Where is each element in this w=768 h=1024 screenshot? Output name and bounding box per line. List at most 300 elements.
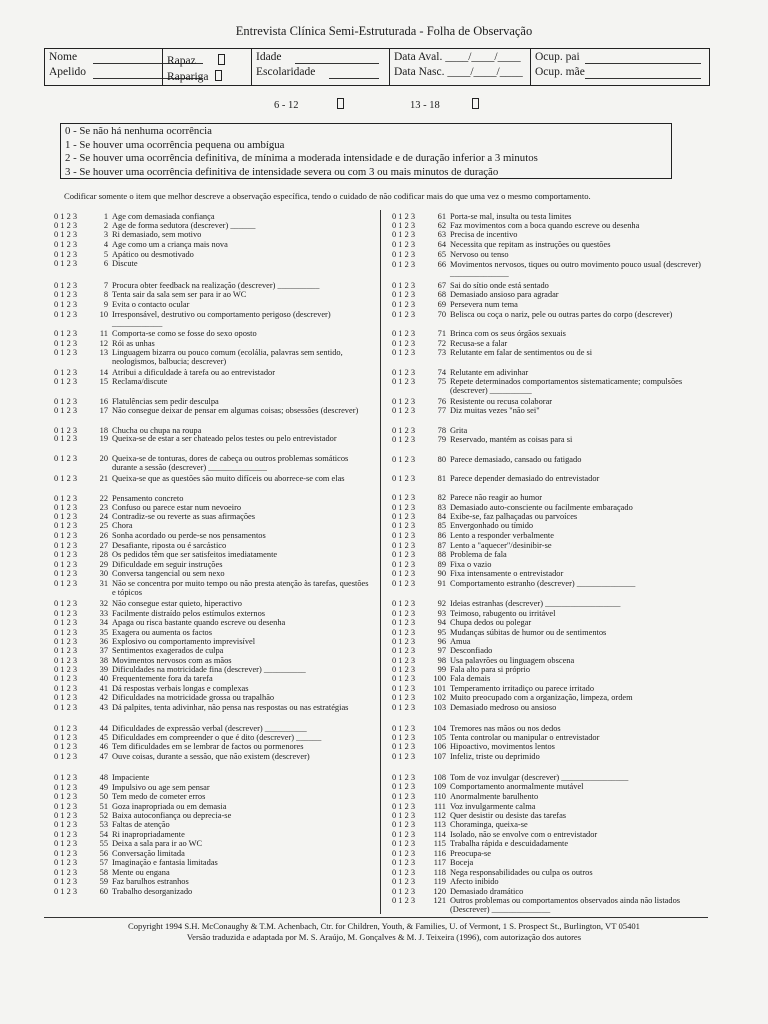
item-text: Faltas de atenção [112, 820, 170, 829]
score-options[interactable]: 0 1 2 3 [392, 752, 416, 761]
item-text: Necessita que repitam as instruções ou questões [450, 240, 611, 249]
score-options[interactable]: 0 1 2 3 [54, 221, 78, 230]
item-number: 6 [103, 259, 108, 268]
score-options[interactable]: 0 1 2 3 [392, 782, 416, 791]
score-options[interactable]: 0 1 2 3 [54, 250, 78, 259]
age-group-6-12[interactable]: 6 - 12 [274, 98, 344, 111]
item-number: 86 [437, 531, 446, 540]
item-text: Linguagem bizarra ou pouco comum (ecolália, palavras sem sentido, neologismos, balbucia; descrever) [112, 348, 343, 367]
item-text: Explosivo ou comportamento imprevisível [112, 637, 256, 646]
item-text: Discute [112, 259, 138, 268]
item-text: Conversa tangencial ou sem nexo [112, 569, 225, 578]
score-options[interactable]: 0 1 2 3 [54, 665, 78, 674]
item-number: 92 [437, 599, 446, 608]
item-number: 59 [99, 877, 108, 886]
score-options[interactable]: 0 1 2 3 [54, 300, 78, 309]
item-number: 98 [437, 656, 446, 665]
item-text: Amua [450, 637, 471, 646]
item-number: 63 [437, 230, 446, 239]
escolaridade-label: Escolaridade [256, 66, 316, 78]
item-number: 90 [437, 569, 446, 578]
item-number: 105 [433, 733, 446, 742]
item-number: 80 [437, 455, 446, 464]
score-options[interactable]: 0 1 2 3 [392, 503, 416, 512]
score-options[interactable]: 0 1 2 3 [392, 724, 416, 733]
score-options[interactable]: 0 1 2 3 [54, 858, 78, 867]
item-number: 101 [433, 684, 446, 693]
score-options[interactable]: 0 1 2 3 [54, 240, 78, 249]
score-options[interactable]: 0 1 2 3 [392, 684, 416, 693]
ocup-mae-field[interactable] [585, 67, 701, 79]
score-options[interactable]: 0 1 2 3 [54, 579, 78, 588]
item-number: 17 [99, 406, 108, 415]
score-options[interactable]: 0 1 2 3 [54, 329, 78, 338]
item-number: 62 [437, 221, 446, 230]
score-options[interactable]: 0 1 2 3 [392, 703, 416, 712]
score-options[interactable]: 0 1 2 3 [392, 802, 416, 811]
ocup-pai-label: Ocup. pai [535, 51, 580, 63]
score-options[interactable]: 0 1 2 3 [54, 259, 78, 268]
item-number: 76 [437, 397, 446, 406]
item-text: Ri inapropriadamente [112, 830, 185, 839]
age-group-13-18[interactable]: 13 - 18 [410, 98, 479, 111]
item-text: Brinca com os seus órgãos sexuais [450, 329, 566, 338]
item-number: 60 [99, 887, 108, 896]
item-text: Baixa autoconfiança ou deprecia-se [112, 811, 232, 820]
score-options[interactable]: 0 1 2 3 [392, 820, 416, 829]
score-options[interactable]: 0 1 2 3 [54, 406, 78, 415]
score-options[interactable]: 0 1 2 3 [54, 849, 78, 858]
score-options[interactable]: 0 1 2 3 [392, 397, 416, 406]
item-number: 57 [99, 858, 108, 867]
score-options[interactable]: 0 1 2 3 [392, 240, 416, 249]
item-number: 102 [433, 693, 446, 702]
score-options[interactable]: 0 1 2 3 [54, 531, 78, 540]
item-number: 15 [99, 377, 108, 386]
item-text: Mente ou engana [112, 868, 170, 877]
item-number: 21 [99, 474, 108, 483]
score-options[interactable]: 0 1 2 3 [392, 839, 416, 848]
score-options[interactable]: 0 1 2 3 [54, 339, 78, 348]
item-number: 96 [437, 637, 446, 646]
item-number: 53 [99, 820, 108, 829]
score-options[interactable]: 0 1 2 3 [54, 609, 78, 618]
item-text: Repete determinados comportamentos sistematicamente; compulsões (descrever) __________ [450, 377, 683, 396]
item-text: Flatulências sem pedir desculpa [112, 397, 219, 406]
item-text: Porta-se mal, insulta ou testa limites [450, 212, 572, 221]
rapariga-checkbox[interactable] [215, 70, 222, 81]
item-text: Mudanças súbitas de humor ou de sentimentos [450, 628, 607, 637]
item-text: Nervoso ou tenso [450, 250, 509, 259]
rapariga-option[interactable]: Rapariga [167, 70, 222, 83]
score-options[interactable]: 0 1 2 3 [54, 724, 78, 733]
score-options[interactable]: 0 1 2 3 [392, 628, 416, 637]
item-number: 87 [437, 541, 446, 550]
item-number: 107 [433, 752, 446, 761]
item-text: Queixa-se que as questões são muito difíceis ou aborrece-se com elas [112, 474, 345, 483]
item-number: 84 [437, 512, 446, 521]
score-options[interactable]: 0 1 2 3 [392, 560, 416, 569]
item-text: Fala demais [450, 674, 491, 683]
item-number: 120 [433, 887, 446, 896]
item-number: 19 [99, 434, 108, 443]
score-options[interactable]: 0 1 2 3 [392, 310, 416, 319]
scale-3: 3 - Se houver uma ocorrência definitiva de intensidade severa ou com 3 ou mais minutos de duração [65, 165, 499, 178]
ocup-mae-label: Ocup. mãe [535, 66, 585, 78]
item-text: Impaciente [112, 773, 150, 782]
score-options[interactable]: 0 1 2 3 [392, 493, 416, 502]
score-options[interactable]: 0 1 2 3 [392, 406, 416, 415]
item-number: 2 [103, 221, 108, 230]
score-options[interactable]: 0 1 2 3 [54, 792, 78, 801]
score-options[interactable]: 0 1 2 3 [392, 250, 416, 259]
item-text: Chupa dedos ou polegar [450, 618, 532, 627]
item-text: Parece demasiado, cansado ou fatigado [450, 455, 582, 464]
item-text: Hipoactivo, movimentos lentos [450, 742, 555, 751]
item-number: 44 [99, 724, 108, 733]
score-options[interactable]: 0 1 2 3 [54, 839, 78, 848]
divider [251, 49, 252, 85]
item-text: Precisa de incentivo [450, 230, 518, 239]
score-options[interactable]: 0 1 2 3 [392, 637, 416, 646]
item-text: Trabalho desorganizado [112, 887, 193, 896]
score-options[interactable]: 0 1 2 3 [392, 877, 416, 886]
item-text: Não se concentra por muito tempo ou não presta atenção às tarefas, questões e tópicos [112, 579, 369, 598]
score-options[interactable]: 0 1 2 3 [392, 435, 416, 444]
score-options[interactable]: 0 1 2 3 [54, 830, 78, 839]
item-number: 5 [103, 250, 108, 259]
score-options[interactable]: 0 1 2 3 [54, 618, 78, 627]
item-number: 51 [99, 802, 108, 811]
item-number: 29 [99, 560, 108, 569]
score-options[interactable]: 0 1 2 3 [54, 521, 78, 530]
item-text: Sonha acordado ou perde-se nos pensamentos [112, 531, 266, 540]
score-options[interactable]: 0 1 2 3 [54, 377, 78, 386]
score-options[interactable]: 0 1 2 3 [392, 541, 416, 550]
score-options[interactable]: 0 1 2 3 [392, 426, 416, 435]
item-text: Frequentemente fora da tarefa [112, 674, 213, 683]
item-number: 103 [433, 703, 446, 712]
score-options[interactable]: 0 1 2 3 [392, 290, 416, 299]
divider [530, 49, 531, 85]
item-number: 77 [437, 406, 446, 415]
item-number: 10 [99, 310, 108, 319]
item-number: 85 [437, 521, 446, 530]
item-number: 40 [99, 674, 108, 683]
score-options[interactable]: 0 1 2 3 [392, 339, 416, 348]
score-options[interactable]: 0 1 2 3 [54, 290, 78, 299]
item-number: 93 [437, 609, 446, 618]
score-options[interactable]: 0 1 2 3 [54, 454, 78, 463]
item-text: Grita [450, 426, 468, 435]
score-options[interactable]: 0 1 2 3 [392, 368, 416, 377]
score-options[interactable]: 0 1 2 3 [392, 221, 416, 230]
item-text: Desafiante, riposta ou é sarcástico [112, 541, 227, 550]
item-text: Tem medo de cometer erros [112, 792, 206, 801]
item-text: Os pedidos têm que ser satisfeitos imediatamente [112, 550, 278, 559]
score-options[interactable]: 0 1 2 3 [392, 665, 416, 674]
item-number: 41 [99, 684, 108, 693]
item-text: Quer desistir ou desiste das tarefas [450, 811, 567, 820]
item-number: 121 [433, 896, 446, 905]
item-text: Trabalha rápida e descuidadamente [450, 839, 569, 848]
score-options[interactable]: 0 1 2 3 [54, 494, 78, 503]
idade-field[interactable] [295, 52, 379, 64]
item-number: 100 [433, 674, 446, 683]
score-options[interactable]: 0 1 2 3 [392, 830, 416, 839]
score-options[interactable]: 0 1 2 3 [54, 693, 78, 702]
item-text: Diz muitas vezes "não sei" [450, 406, 540, 415]
score-options[interactable]: 0 1 2 3 [54, 512, 78, 521]
score-options[interactable]: 0 1 2 3 [54, 684, 78, 693]
item-number: 67 [437, 281, 446, 290]
item-number: 109 [433, 782, 446, 791]
item-text: Desconfiado [450, 646, 493, 655]
score-options[interactable]: 0 1 2 3 [392, 618, 416, 627]
scale-0: 0 - Se não há nenhuma ocorrência [65, 125, 212, 137]
item-number: 65 [437, 250, 446, 259]
rapaz-checkbox[interactable] [218, 54, 225, 65]
score-options[interactable]: 0 1 2 3 [54, 397, 78, 406]
score-options[interactable]: 0 1 2 3 [392, 230, 416, 239]
data-aval-field[interactable]: Data Aval. ____/____/____ [394, 51, 521, 63]
item-number: 36 [99, 637, 108, 646]
score-options[interactable]: 0 1 2 3 [54, 733, 78, 742]
item-text: Persevera num tema [450, 300, 518, 309]
score-options[interactable]: 0 1 2 3 [54, 569, 78, 578]
score-options[interactable]: 0 1 2 3 [392, 579, 416, 588]
score-options[interactable]: 0 1 2 3 [54, 877, 78, 886]
item-text: Fixa o vazio [450, 560, 492, 569]
idade-label: Idade [256, 51, 282, 63]
score-options[interactable]: 0 1 2 3 [392, 811, 416, 820]
item-text: Relutante em falar de sentimentos ou de si [450, 348, 593, 357]
score-options[interactable]: 0 1 2 3 [392, 646, 416, 655]
score-options[interactable]: 0 1 2 3 [54, 674, 78, 683]
item-number: 78 [437, 426, 446, 435]
score-options[interactable]: 0 1 2 3 [392, 531, 416, 540]
item-number: 118 [433, 868, 446, 877]
translation-credit: Versão traduzida e adaptada por M. S. Araújo, M. Gonçalves & M. J. Teixeira (1996), com autorização dos autores [186, 932, 582, 942]
item-number: 75 [437, 377, 446, 386]
score-options[interactable]: 0 1 2 3 [392, 858, 416, 867]
item-text: Ri demasiado, sem motivo [112, 230, 202, 239]
score-options[interactable]: 0 1 2 3 [54, 820, 78, 829]
score-options[interactable]: 0 1 2 3 [392, 733, 416, 742]
score-options[interactable]: 0 1 2 3 [392, 281, 416, 290]
item-text: Resistente ou recusa colaborar [450, 397, 553, 406]
data-nasc-field[interactable]: Data Nasc. ____/____/____ [394, 66, 523, 78]
escolaridade-field[interactable] [329, 67, 379, 79]
item-number: 117 [433, 858, 446, 867]
score-options[interactable]: 0 1 2 3 [54, 230, 78, 239]
item-text: Não consegue estar quieto, hiperactivo [112, 599, 242, 608]
item-text: Movimentos nervosos com as mãos [112, 656, 232, 665]
score-options[interactable]: 0 1 2 3 [54, 868, 78, 877]
item-number: 7 [103, 281, 108, 290]
item-number: 3 [103, 230, 108, 239]
item-number: 70 [437, 310, 446, 319]
score-options[interactable]: 0 1 2 3 [392, 742, 416, 751]
item-text: Irresponsável, destrutivo ou comportamento perigoso (descrever) ____________ [112, 310, 331, 329]
score-options[interactable]: 0 1 2 3 [392, 521, 416, 530]
item-text: Evita o contacto ocular [112, 300, 190, 309]
item-text: Pensamento concreto [112, 494, 184, 503]
score-options[interactable]: 0 1 2 3 [54, 656, 78, 665]
score-options[interactable]: 0 1 2 3 [54, 212, 78, 221]
item-text: Sentimentos exagerados de culpa [112, 646, 224, 655]
score-options[interactable]: 0 1 2 3 [54, 348, 78, 357]
score-options[interactable]: 0 1 2 3 [392, 656, 416, 665]
item-number: 73 [437, 348, 446, 357]
item-text: Teimoso, rabugento ou irritável [450, 609, 556, 618]
score-options[interactable]: 0 1 2 3 [392, 300, 416, 309]
item-number: 111 [434, 802, 446, 811]
divider [162, 49, 163, 85]
item-text: Problema de fala [450, 550, 507, 559]
item-number: 16 [99, 397, 108, 406]
item-text: Reservado, mantém as coisas para si [450, 435, 573, 444]
item-number: 46 [99, 742, 108, 751]
item-number: 1 [103, 212, 108, 221]
item-text: Imaginação e fantasia limitadas [112, 858, 218, 867]
score-options[interactable]: 0 1 2 3 [392, 773, 416, 782]
item-number: 22 [99, 494, 108, 503]
score-options[interactable]: 0 1 2 3 [54, 550, 78, 559]
score-options[interactable]: 0 1 2 3 [54, 281, 78, 290]
item-number: 23 [99, 503, 108, 512]
item-number: 74 [437, 368, 446, 377]
item-text: Comportamento anormalmente mutável [450, 782, 584, 791]
item-text: Parece depender demasiado do entrevistador [450, 474, 600, 483]
item-number: 81 [437, 474, 446, 483]
score-options[interactable]: 0 1 2 3 [392, 512, 416, 521]
score-options[interactable]: 0 1 2 3 [392, 599, 416, 608]
item-number: 45 [99, 733, 108, 742]
score-options[interactable]: 0 1 2 3 [392, 896, 416, 905]
item-text: Movimentos nervosos, tiques ou outro movimento pouco usual (descrever) ______________ [450, 260, 701, 279]
item-number: 32 [99, 599, 108, 608]
score-options[interactable]: 0 1 2 3 [54, 628, 78, 637]
item-text: Dá respostas verbais longas e complexas [112, 684, 249, 693]
score-options[interactable]: 0 1 2 3 [54, 637, 78, 646]
item-number: 114 [433, 830, 446, 839]
score-options[interactable]: 0 1 2 3 [54, 703, 78, 712]
copyright-line: Copyright 1994 S.H. McConaughy & T.M. Achenbach, Ctr. for Children, Youth, & Families, U. of Vermont, 1 S. Prospect St., Burlington, VT 05401 [128, 921, 640, 931]
score-options[interactable]: 0 1 2 3 [392, 674, 416, 683]
item-text: Lento a responder verbalmente [450, 531, 554, 540]
item-text: Dificuldade em seguir instruções [112, 560, 223, 569]
score-options[interactable]: 0 1 2 3 [392, 569, 416, 578]
item-number: 33 [99, 609, 108, 618]
item-text: Exibe-se, faz palhaçadas ou parvoíces [450, 512, 578, 521]
score-options[interactable]: 0 1 2 3 [392, 377, 416, 386]
item-number: 64 [437, 240, 446, 249]
item-number: 12 [99, 339, 108, 348]
item-text: Facilmente distraído pelos estímulos externos [112, 609, 266, 618]
score-options[interactable]: 0 1 2 3 [54, 434, 78, 443]
nome-label: Nome [49, 51, 78, 63]
item-number: 95 [437, 628, 446, 637]
item-number: 108 [433, 773, 446, 782]
item-text: Dificuldades em compreender o que é dito (descrever) ______ [112, 733, 322, 742]
item-number: 28 [99, 550, 108, 559]
ocup-pai-field[interactable] [585, 52, 701, 64]
score-options[interactable]: 0 1 2 3 [54, 599, 78, 608]
item-text: Contradiz-se ou reverte as suas afirmações [112, 512, 256, 521]
item-text: Boceja [450, 858, 474, 867]
score-options[interactable]: 0 1 2 3 [392, 550, 416, 559]
item-number: 13 [99, 348, 108, 357]
age-13-18-checkbox[interactable] [472, 98, 479, 109]
item-number: 26 [99, 531, 108, 540]
item-number: 97 [437, 646, 446, 655]
item-text: Demasiado medroso ou ansioso [450, 703, 557, 712]
item-number: 52 [99, 811, 108, 820]
item-number: 91 [437, 579, 446, 588]
item-text: Rói as unhas [112, 339, 155, 348]
item-text: Voz invulgarmente calma [450, 802, 536, 811]
item-text: Sai do sítio onde está sentado [450, 281, 549, 290]
item-number: 55 [99, 839, 108, 848]
score-options[interactable]: 0 1 2 3 [392, 887, 416, 896]
score-options[interactable]: 0 1 2 3 [392, 329, 416, 338]
score-options[interactable]: 0 1 2 3 [392, 693, 416, 702]
score-options[interactable]: 0 1 2 3 [392, 348, 416, 357]
score-options[interactable]: 0 1 2 3 [54, 560, 78, 569]
score-options[interactable]: 0 1 2 3 [54, 503, 78, 512]
score-options[interactable]: 0 1 2 3 [392, 212, 416, 221]
score-options[interactable]: 0 1 2 3 [54, 541, 78, 550]
item-text: Demasiado ansioso para agradar [450, 290, 559, 299]
item-text: Age como um a criança mais nova [112, 240, 228, 249]
item-number: 9 [103, 300, 108, 309]
score-options[interactable]: 0 1 2 3 [54, 368, 78, 377]
score-options[interactable]: 0 1 2 3 [54, 802, 78, 811]
coding-instruction: Codificar somente o item que melhor descreve a observação específica, tendo o cuidado de não codificar mais do que uma vez o mesmo comportamento. [64, 191, 591, 201]
score-options[interactable]: 0 1 2 3 [392, 260, 416, 269]
item-text: Faz movimentos com a boca quando escreve ou desenha [450, 221, 640, 230]
item-number: 50 [99, 792, 108, 801]
score-options[interactable]: 0 1 2 3 [54, 646, 78, 655]
item-number: 83 [437, 503, 446, 512]
score-options[interactable]: 0 1 2 3 [392, 455, 416, 464]
score-options[interactable]: 0 1 2 3 [54, 773, 78, 782]
score-options[interactable]: 0 1 2 3 [54, 783, 78, 792]
age-6-12-checkbox[interactable] [337, 98, 344, 109]
score-options[interactable]: 0 1 2 3 [392, 868, 416, 877]
score-options[interactable]: 0 1 2 3 [54, 426, 78, 435]
score-options[interactable]: 0 1 2 3 [54, 887, 78, 896]
item-text: Deixa a sala para ir ao WC [112, 839, 203, 848]
item-text: Tom de voz invulgar (descrever) ________________ [450, 773, 629, 782]
score-options[interactable]: 0 1 2 3 [392, 609, 416, 618]
score-options[interactable]: 0 1 2 3 [392, 792, 416, 801]
score-options[interactable]: 0 1 2 3 [54, 811, 78, 820]
item-text: Dificuldades na motricidade grossa ou trapalhão [112, 693, 275, 702]
score-options[interactable]: 0 1 2 3 [54, 474, 78, 483]
item-text: Fixa intensamente o entrevistador [450, 569, 564, 578]
item-text: Demasiado dramático [450, 887, 524, 896]
score-options[interactable]: 0 1 2 3 [392, 849, 416, 858]
item-text: Afecto inibido [450, 877, 499, 886]
item-number: 56 [99, 849, 108, 858]
rapaz-option[interactable]: Rapaz [167, 54, 225, 67]
score-options[interactable]: 0 1 2 3 [54, 742, 78, 751]
score-options[interactable]: 0 1 2 3 [392, 474, 416, 483]
score-options[interactable]: 0 1 2 3 [54, 310, 78, 319]
score-options[interactable]: 0 1 2 3 [54, 752, 78, 761]
